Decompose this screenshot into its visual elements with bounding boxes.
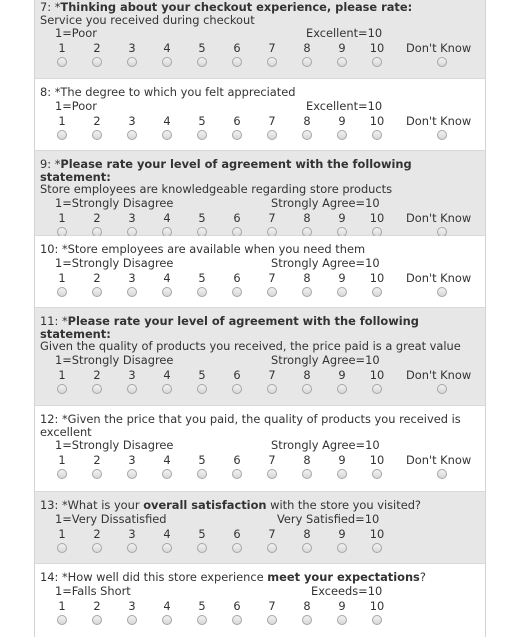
scale-number: 1 — [58, 526, 66, 541]
required-marker: * — [54, 85, 61, 99]
scale-number: 8 — [303, 41, 311, 55]
rating-radio-6[interactable] — [232, 57, 242, 67]
rating-radio-6[interactable] — [232, 384, 242, 394]
rating-radio-10[interactable] — [372, 287, 382, 297]
scale-number: 3 — [128, 41, 136, 55]
scale-number: 6 — [233, 453, 241, 467]
question-13 — [35, 492, 485, 564]
scale-number: 5 — [198, 210, 206, 225]
question-title — [40, 498, 485, 512]
rating-radio-8[interactable] — [302, 469, 312, 479]
scale-number: 9 — [338, 210, 346, 225]
high-anchor-label: Strongly Agree=10 — [271, 438, 380, 452]
rating-radio-2[interactable] — [92, 615, 102, 625]
required-marker: * — [61, 412, 68, 426]
rating-radio-4[interactable] — [162, 227, 172, 237]
scale-number: 9 — [338, 367, 346, 382]
rating-radio-1[interactable] — [57, 57, 67, 67]
scale-number: 5 — [198, 367, 206, 382]
scale-number: 1 — [58, 270, 66, 285]
rating-radio-1[interactable] — [57, 469, 67, 479]
scale-anchors — [40, 584, 485, 599]
scale-number: 10 — [369, 41, 385, 55]
question-subtitle: Service you received during checkout — [40, 12, 255, 27]
rating-radio-2[interactable] — [92, 287, 102, 297]
scale-number: 3 — [128, 598, 136, 613]
scale-number: 8 — [303, 270, 311, 285]
scale-number: 8 — [303, 526, 311, 541]
rating-radio-6[interactable] — [232, 130, 242, 140]
rating-radio-3[interactable] — [127, 227, 137, 237]
rating-radio-7[interactable] — [267, 227, 277, 237]
scale-number: 5 — [198, 113, 206, 128]
rating-radio-4[interactable] — [162, 57, 172, 67]
rating-radio-3[interactable] — [127, 384, 137, 394]
rating-radio-2[interactable] — [92, 227, 102, 237]
question-number: 13: — [40, 498, 59, 512]
scale-radios — [40, 614, 485, 630]
dont-know-radio[interactable] — [437, 384, 447, 394]
rating-radio-6[interactable] — [232, 227, 242, 237]
rating-radio-7[interactable] — [267, 615, 277, 625]
low-anchor-label: 1=Poor — [55, 98, 97, 113]
scale-number: 9 — [338, 41, 346, 55]
question-text: with the store you visited? — [266, 498, 421, 512]
question-text: Given the price that you paid, the quality of products you received is excellent — [40, 412, 461, 439]
rating-radio-5[interactable] — [197, 287, 207, 297]
scale-number: 2 — [93, 367, 101, 382]
scale-number: 7 — [268, 113, 276, 128]
question-number: 8: — [40, 85, 52, 99]
low-anchor-label: 1=Falls Short — [55, 583, 131, 598]
scale-radios — [40, 129, 485, 145]
scale-number: 10 — [369, 367, 385, 382]
question-number: 11: — [40, 314, 59, 328]
rating-radio-5[interactable] — [197, 384, 207, 394]
scale-number: 1 — [58, 113, 66, 128]
scale-numbers — [40, 114, 485, 129]
rating-radio-9[interactable] — [337, 615, 347, 625]
rating-radio-10[interactable] — [372, 130, 382, 140]
scale-number: 8 — [303, 210, 311, 225]
rating-radio-8[interactable] — [302, 287, 312, 297]
scale-number: 5 — [198, 453, 206, 467]
question-title — [40, 242, 485, 256]
question-text: Thinking about your checkout experience, please rate: — [60, 0, 413, 14]
scale-number: 6 — [233, 367, 241, 382]
scale-number: 5 — [198, 598, 206, 613]
scale-number: 6 — [233, 210, 241, 225]
scale-numbers — [40, 368, 485, 383]
scale-number: 7 — [268, 367, 276, 382]
scale-number: 3 — [128, 453, 136, 467]
rating-radio-5[interactable] — [197, 57, 207, 67]
question-text: What is your — [67, 498, 144, 512]
scale-number: 9 — [338, 526, 346, 541]
rating-radio-7[interactable] — [267, 543, 277, 553]
question-text: Please rate your level of agreement with the following statement: — [40, 314, 419, 341]
scale-numbers — [40, 599, 485, 614]
scale-number: 5 — [198, 526, 206, 541]
scale-number: 4 — [163, 270, 171, 285]
scale-number: 7 — [268, 210, 276, 225]
question-title — [40, 85, 485, 99]
rating-radio-3[interactable] — [127, 615, 137, 625]
scale-number: 7 — [268, 526, 276, 541]
rating-radio-2[interactable] — [92, 543, 102, 553]
scale-numbers — [40, 211, 485, 226]
rating-radio-9[interactable] — [337, 130, 347, 140]
question-text: How well did this store experience — [67, 570, 268, 584]
rating-radio-1[interactable] — [57, 227, 67, 237]
scale-number: 4 — [163, 453, 171, 467]
scale-number: 10 — [369, 270, 385, 285]
scale-number: 3 — [128, 526, 136, 541]
scale-anchors — [40, 99, 485, 114]
rating-radio-3[interactable] — [127, 57, 137, 67]
rating-radio-5[interactable] — [197, 615, 207, 625]
scale-number: 3 — [128, 367, 136, 382]
rating-radio-2[interactable] — [92, 384, 102, 394]
scale-number: 2 — [93, 526, 101, 541]
dont-know-label: Don't Know — [406, 41, 472, 55]
scale-number: 4 — [163, 526, 171, 541]
required-marker: * — [54, 0, 61, 14]
scale-number: 8 — [303, 598, 311, 613]
question-number: 7: — [40, 0, 52, 14]
scale-number: 6 — [233, 598, 241, 613]
scale-number: 4 — [163, 210, 171, 225]
low-anchor-label: 1=Strongly Disagree — [55, 352, 174, 367]
rating-radio-8[interactable] — [302, 384, 312, 394]
rating-radio-1[interactable] — [57, 615, 67, 625]
rating-radio-8[interactable] — [302, 57, 312, 67]
scale-anchors — [40, 353, 485, 368]
scale-number: 10 — [369, 598, 385, 613]
scale-number: 2 — [93, 210, 101, 225]
low-anchor-label: 1=Strongly Disagree — [55, 438, 174, 452]
rating-radio-3[interactable] — [127, 469, 137, 479]
question-title — [40, 314, 485, 340]
high-anchor-label: Strongly Agree=10 — [271, 255, 380, 270]
question-7 — [35, 0, 485, 79]
rating-radio-4[interactable] — [162, 384, 172, 394]
scale-number: 1 — [58, 210, 66, 225]
scale-number: 2 — [93, 270, 101, 285]
scale-numbers — [40, 453, 485, 468]
question-number: 12: — [40, 412, 59, 426]
question-subtitle: Given the quality of products you received, the price paid is a great value — [40, 339, 461, 353]
high-anchor-label: Exceeds=10 — [311, 583, 383, 598]
question-subtitle: Store employees are knowledgeable regarding store products — [40, 182, 393, 196]
scale-anchors — [40, 26, 485, 41]
scale-radios — [40, 286, 485, 302]
rating-radio-9[interactable] — [337, 543, 347, 553]
scale-number: 9 — [338, 453, 346, 467]
scale-number: 6 — [233, 526, 241, 541]
scale-anchors — [40, 196, 485, 211]
rating-radio-7[interactable] — [267, 469, 277, 479]
rating-radio-8[interactable] — [302, 543, 312, 553]
high-anchor-label: Excellent=10 — [306, 26, 383, 40]
high-anchor-label: Excellent=10 — [306, 98, 383, 113]
rating-radio-6[interactable] — [232, 287, 242, 297]
rating-radio-9[interactable] — [337, 287, 347, 297]
question-14 — [35, 564, 485, 637]
dont-know-label: Don't Know — [406, 453, 472, 467]
scale-number: 8 — [303, 113, 311, 128]
rating-radio-1[interactable] — [57, 384, 67, 394]
scale-number: 4 — [163, 367, 171, 382]
dont-know-label: Don't Know — [406, 270, 472, 285]
scale-number: 4 — [163, 41, 171, 55]
scale-number: 1 — [58, 41, 66, 55]
question-title — [40, 412, 485, 438]
question-text: overall satisfaction — [143, 498, 267, 512]
rating-radio-3[interactable] — [127, 287, 137, 297]
question-title — [40, 0, 485, 14]
rating-radio-1[interactable] — [57, 543, 67, 553]
scale-number: 8 — [303, 367, 311, 382]
scale-number: 9 — [338, 270, 346, 285]
scale-anchors — [40, 256, 485, 271]
scale-number: 7 — [268, 270, 276, 285]
rating-radio-9[interactable] — [337, 57, 347, 67]
rating-radio-4[interactable] — [162, 469, 172, 479]
rating-radio-5[interactable] — [197, 227, 207, 237]
question-text: The degree to which you felt appreciated — [60, 85, 296, 99]
low-anchor-label: 1=Strongly Disagree — [55, 195, 174, 210]
dont-know-radio[interactable] — [437, 130, 447, 140]
rating-radio-4[interactable] — [162, 130, 172, 140]
rating-radio-1[interactable] — [57, 287, 67, 297]
scale-number: 2 — [93, 113, 101, 128]
scale-number: 1 — [58, 453, 66, 467]
rating-radio-3[interactable] — [127, 543, 137, 553]
rating-radio-9[interactable] — [337, 384, 347, 394]
dont-know-radio[interactable] — [437, 227, 447, 237]
rating-radio-7[interactable] — [267, 384, 277, 394]
rating-radio-2[interactable] — [92, 469, 102, 479]
scale-number: 7 — [268, 598, 276, 613]
scale-number: 10 — [369, 210, 385, 225]
scale-number: 2 — [93, 41, 101, 55]
scale-number: 6 — [233, 113, 241, 128]
rating-radio-10[interactable] — [372, 227, 382, 237]
scale-radios — [40, 56, 485, 72]
rating-radio-10[interactable] — [372, 57, 382, 67]
scale-number: 7 — [268, 41, 276, 55]
question-text: ? — [419, 570, 426, 584]
scale-number: 3 — [128, 113, 136, 128]
rating-radio-10[interactable] — [372, 543, 382, 553]
scale-numbers — [40, 271, 485, 286]
scale-anchors — [40, 512, 485, 527]
rating-radio-2[interactable] — [92, 57, 102, 67]
scale-number: 2 — [93, 453, 101, 467]
high-anchor-label: Very Satisfied=10 — [277, 511, 380, 526]
rating-radio-8[interactable] — [302, 227, 312, 237]
low-anchor-label: 1=Poor — [55, 26, 97, 40]
high-anchor-label: Strongly Agree=10 — [271, 352, 380, 367]
rating-radio-6[interactable] — [232, 615, 242, 625]
dont-know-label: Don't Know — [406, 367, 472, 382]
rating-radio-5[interactable] — [197, 543, 207, 553]
rating-radio-10[interactable] — [372, 469, 382, 479]
required-marker: * — [61, 242, 68, 256]
question-title — [40, 570, 485, 584]
question-9 — [35, 151, 485, 236]
scale-number: 4 — [163, 113, 171, 128]
dont-know-radio[interactable] — [437, 287, 447, 297]
rating-radio-4[interactable] — [162, 287, 172, 297]
high-anchor-label: Strongly Agree=10 — [271, 195, 380, 210]
dont-know-label: Don't Know — [406, 113, 472, 128]
scale-number: 9 — [338, 598, 346, 613]
rating-radio-3[interactable] — [127, 130, 137, 140]
scale-number: 1 — [58, 367, 66, 382]
required-marker: * — [61, 498, 68, 512]
scale-number: 8 — [303, 453, 311, 467]
rating-radio-5[interactable] — [197, 469, 207, 479]
rating-radio-7[interactable] — [267, 57, 277, 67]
scale-number: 3 — [128, 270, 136, 285]
low-anchor-label: 1=Strongly Disagree — [55, 255, 174, 270]
scale-radios — [40, 542, 485, 558]
rating-radio-7[interactable] — [267, 287, 277, 297]
rating-radio-9[interactable] — [337, 469, 347, 479]
scale-number: 10 — [369, 113, 385, 128]
scale-radios — [40, 383, 485, 399]
question-text: Please rate your level of agreement with the following statement: — [40, 157, 412, 184]
survey-form — [34, 0, 486, 637]
scale-number: 9 — [338, 113, 346, 128]
scale-numbers — [40, 527, 485, 542]
rating-radio-9[interactable] — [337, 227, 347, 237]
dont-know-label: Don't Know — [406, 210, 472, 225]
scale-number: 7 — [268, 453, 276, 467]
question-number: 14: — [40, 570, 59, 584]
low-anchor-label: 1=Very Dissatisfied — [55, 511, 167, 526]
scale-radios — [40, 468, 485, 484]
scale-number: 10 — [369, 453, 385, 467]
rating-radio-8[interactable] — [302, 615, 312, 625]
question-title — [40, 157, 485, 183]
scale-number: 6 — [233, 41, 241, 55]
rating-radio-5[interactable] — [197, 130, 207, 140]
scale-number: 1 — [58, 598, 66, 613]
question-text: Store employees are available when you need them — [67, 242, 366, 256]
rating-radio-2[interactable] — [92, 130, 102, 140]
rating-radio-7[interactable] — [267, 130, 277, 140]
scale-number: 5 — [198, 41, 206, 55]
scale-anchors — [40, 438, 485, 453]
dont-know-radio[interactable] — [437, 57, 447, 67]
question-11 — [35, 308, 485, 406]
scale-number: 10 — [369, 526, 385, 541]
rating-radio-6[interactable] — [232, 469, 242, 479]
required-marker: * — [61, 570, 68, 584]
dont-know-radio[interactable] — [437, 469, 447, 479]
required-marker: * — [54, 157, 61, 171]
question-number: 10: — [40, 242, 59, 256]
rating-radio-8[interactable] — [302, 130, 312, 140]
question-number: 9: — [40, 157, 52, 171]
required-marker: * — [61, 314, 68, 328]
question-10 — [35, 236, 485, 308]
question-12 — [35, 406, 485, 492]
scale-number: 5 — [198, 270, 206, 285]
scale-numbers — [40, 41, 485, 56]
rating-radio-10[interactable] — [372, 615, 382, 625]
rating-radio-6[interactable] — [232, 543, 242, 553]
question-8 — [35, 79, 485, 151]
rating-radio-4[interactable] — [162, 543, 172, 553]
question-text: meet your expectations — [267, 570, 420, 584]
scale-number: 3 — [128, 210, 136, 225]
rating-radio-1[interactable] — [57, 130, 67, 140]
scale-number: 6 — [233, 270, 241, 285]
rating-radio-10[interactable] — [372, 384, 382, 394]
scale-number: 4 — [163, 598, 171, 613]
rating-radio-4[interactable] — [162, 615, 172, 625]
scale-number: 2 — [93, 598, 101, 613]
